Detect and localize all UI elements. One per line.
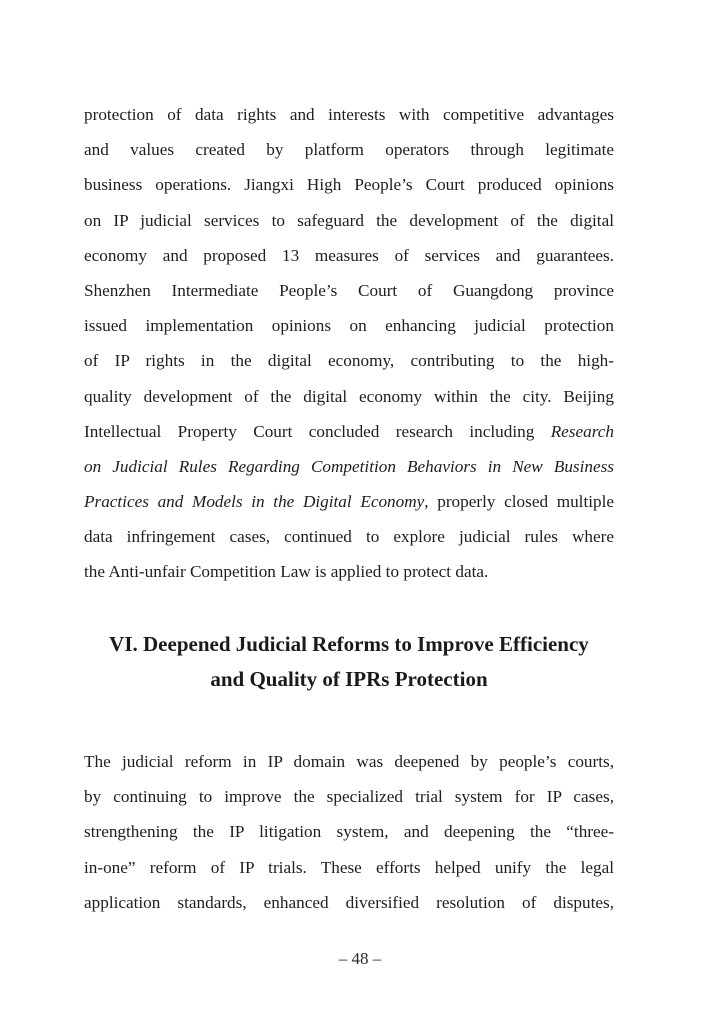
text-line: business operations. Jiangxi High People’s Court produced opinions	[84, 175, 614, 195]
heading-line: and Quality of IPRs Protection	[210, 667, 488, 691]
text-line	[84, 449, 614, 484]
text-line: in-one” reform of IP trials. These efforts helped unify the legal	[84, 857, 614, 877]
publication-title: Research	[550, 421, 614, 441]
text-line: application standards, enhanced diversified resolution of disputes,	[84, 892, 614, 912]
text-line: protection of data rights and interests with competitive advantages	[84, 105, 614, 124]
text-line: strengthening the IP litigation system, and deepening the “three-	[84, 822, 614, 842]
page-number: – 48 –	[338, 949, 382, 968]
text-line: the Anti-unfair Competition Law is applied to protect data.	[84, 562, 489, 582]
text-line	[84, 414, 614, 449]
text-line: data infringement cases, continued to explore judicial rules where	[84, 527, 614, 547]
text-line	[84, 484, 614, 519]
body-paragraph	[84, 744, 614, 920]
text-segment: , properly closed multiple	[424, 492, 614, 512]
text-line: of IP rights in the digital economy, contributing to the high-	[84, 351, 614, 371]
text-line: The judicial reform in IP domain was deepened by people’s courts,	[84, 752, 614, 771]
text-line: and values created by platform operators through legitimate	[84, 140, 614, 160]
text-segment: Intellectual Property Court concluded research including	[84, 421, 551, 441]
heading-line: VI. Deepened Judicial Reforms to Improve Efficiency	[109, 632, 589, 656]
text-line: Shenzhen Intermediate People’s Court of Guangdong province	[84, 280, 614, 300]
body-paragraph	[84, 97, 614, 590]
text-line: issued implementation opinions on enhancing judicial protection	[84, 316, 614, 336]
section-heading	[84, 627, 614, 697]
text-line: by continuing to improve the specialized trial system for IP cases,	[84, 787, 614, 807]
text-line: on IP judicial services to safeguard the development of the digital	[84, 210, 614, 230]
text-line: economy and proposed 13 measures of services and guarantees.	[84, 245, 614, 265]
text-line: quality development of the digital economy within the city. Beijing	[84, 386, 614, 406]
publication-title: on Judicial Rules Regarding Competition Behaviors in New Business	[84, 456, 614, 476]
publication-title: Practices and Models in the Digital Economy	[84, 492, 425, 512]
